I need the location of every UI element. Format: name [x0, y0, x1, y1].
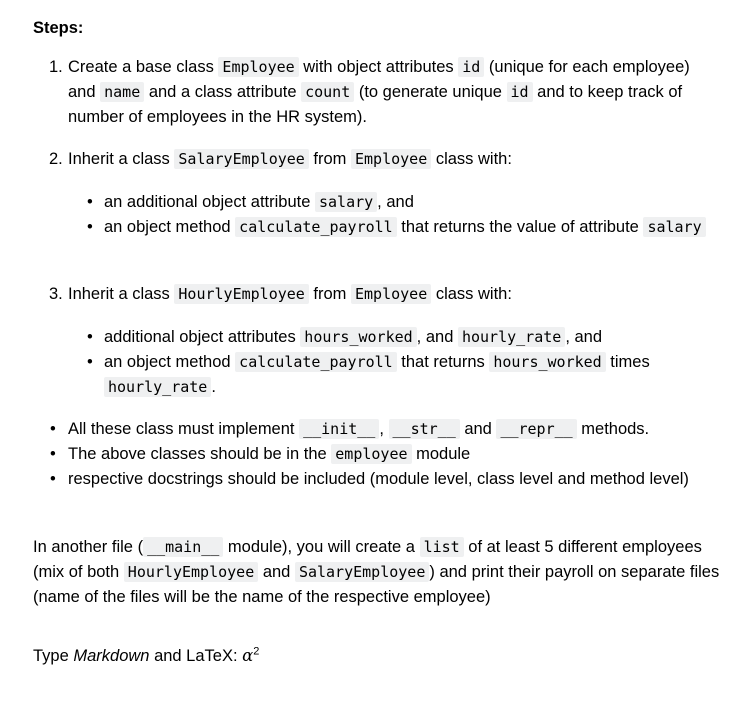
text: an object method	[104, 353, 236, 371]
step-2	[49, 147, 721, 172]
inline-code: hours_worked	[300, 327, 416, 347]
inline-code: hours_worked	[489, 352, 605, 372]
superscript: 2	[253, 645, 260, 658]
steps-heading: Steps:	[33, 19, 84, 37]
step-3	[49, 282, 721, 307]
step-2-bullets	[87, 190, 721, 240]
text: module	[411, 445, 471, 463]
text: and a class attribute	[144, 83, 302, 101]
italic-text: Markdown	[73, 647, 150, 665]
inline-code: hourly_rate	[458, 327, 565, 347]
inline-code: HourlyEmployee	[124, 562, 258, 582]
step-number: 1.	[49, 58, 63, 76]
text: ) and print their payroll on separate files (name of the files will be the name of the respective employee)	[33, 563, 720, 606]
inline-code: id	[458, 57, 484, 77]
inline-code: Employee	[351, 284, 431, 304]
text: of at least 5 different employees (mix of both	[33, 538, 702, 581]
step-text	[68, 147, 721, 172]
text: Inherit a class	[68, 285, 175, 303]
text: , and	[565, 328, 603, 346]
alpha-symbol: α	[242, 646, 254, 665]
text: times	[605, 353, 650, 371]
text: and	[459, 420, 497, 438]
text: Inherit a class	[68, 150, 175, 168]
text: Create a base class	[68, 58, 219, 76]
inline-code: Employee	[218, 57, 298, 77]
inline-code: __str__	[389, 419, 460, 439]
text: that returns the value of attribute	[396, 218, 644, 236]
text: Type	[33, 647, 74, 665]
markdown-footer-text	[33, 643, 723, 669]
list-item	[87, 215, 721, 240]
step-number: 3.	[49, 285, 63, 303]
inline-code: salary	[643, 217, 705, 237]
list-item	[50, 417, 722, 442]
inline-code: calculate_payroll	[235, 217, 397, 237]
text: that returns	[396, 353, 490, 371]
inline-code: Employee	[351, 149, 431, 169]
inline-code: __repr__	[496, 419, 576, 439]
text: (to generate unique	[354, 83, 507, 101]
text: an object method	[104, 218, 236, 236]
text: .	[211, 378, 216, 396]
text: class with:	[431, 285, 512, 303]
text: from	[308, 285, 351, 303]
inline-code: id	[507, 82, 533, 102]
text: (unique for each employee) and	[68, 58, 690, 101]
inline-code: employee	[331, 444, 411, 464]
step-text	[68, 55, 721, 130]
text: and LaTeX:	[149, 647, 243, 665]
step-1	[49, 55, 721, 130]
inline-code: list	[420, 537, 464, 557]
inline-code: __main__	[143, 537, 223, 557]
inline-code: SalaryEmployee	[174, 149, 308, 169]
inline-code: calculate_payroll	[235, 352, 397, 372]
list-item	[50, 467, 722, 492]
inline-code: SalaryEmployee	[295, 562, 429, 582]
text: from	[308, 150, 351, 168]
requirements-list	[50, 417, 722, 492]
inline-code: salary	[315, 192, 377, 212]
main-module-paragraph	[33, 535, 723, 610]
text: class with:	[431, 150, 512, 168]
inline-code: __init__	[299, 419, 379, 439]
text: ,	[379, 420, 389, 438]
text: The above classes should be in the	[68, 445, 332, 463]
text: , and	[377, 193, 414, 211]
text: with object attributes	[298, 58, 459, 76]
inline-code: name	[100, 82, 144, 102]
text: module), you will create a	[223, 538, 420, 556]
inline-code: hourly_rate	[104, 377, 211, 397]
text: an additional object attribute	[104, 193, 315, 211]
text: additional object attributes	[104, 328, 301, 346]
list-item	[87, 325, 721, 350]
inline-code: HourlyEmployee	[174, 284, 308, 304]
list-item	[87, 350, 721, 400]
text: All these class must implement	[68, 420, 300, 438]
text: and	[258, 563, 295, 581]
step-number: 2.	[49, 150, 63, 168]
list-item	[87, 190, 721, 215]
text: In another file (	[33, 538, 144, 556]
inline-code: count	[301, 82, 354, 102]
text: , and	[416, 328, 458, 346]
text: respective docstrings should be included (module level, class level and method level)	[68, 470, 689, 488]
text: and to keep track of number of employees in the HR system).	[68, 83, 683, 126]
step-text	[68, 282, 721, 307]
list-item	[50, 442, 722, 467]
text: methods.	[576, 420, 650, 438]
step-3-bullets	[87, 325, 721, 400]
